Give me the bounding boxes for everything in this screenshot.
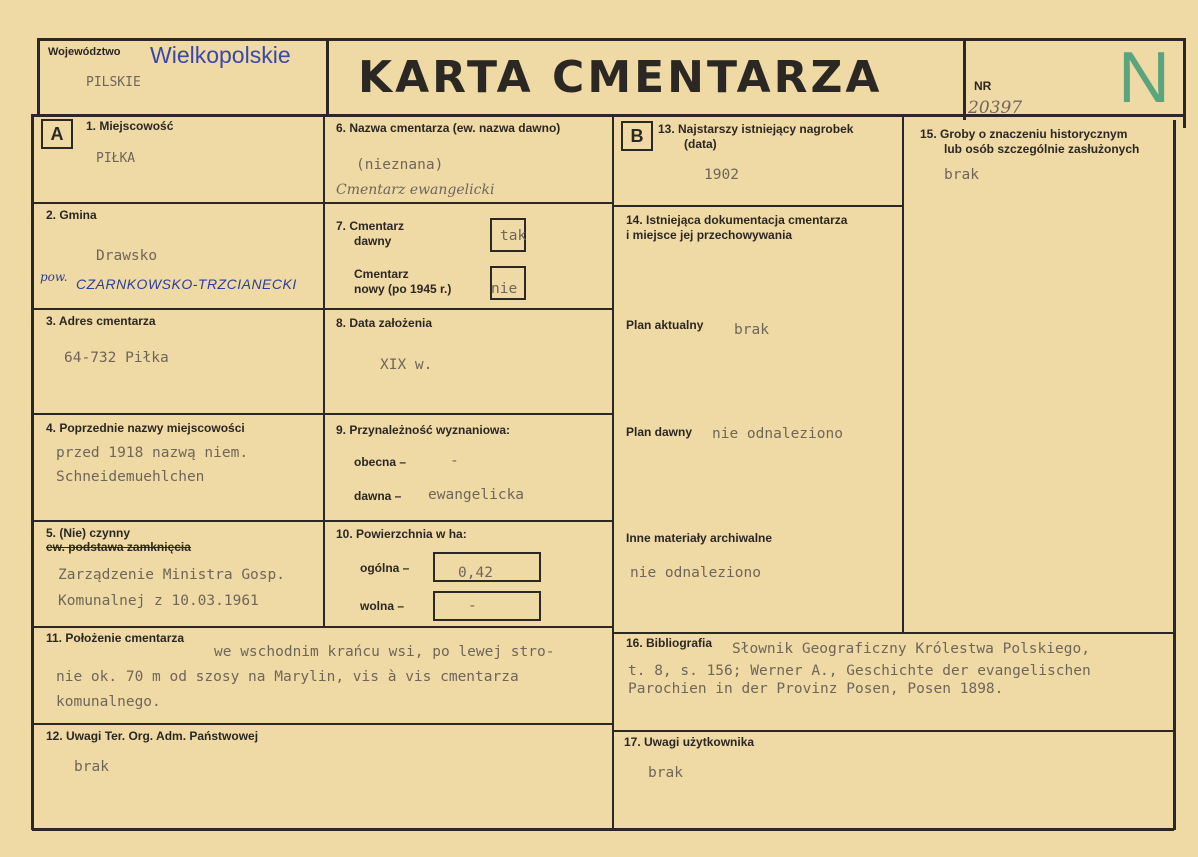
field-11-label: 11. Położenie cmentarza: [46, 631, 185, 645]
field-8-label: 8. Data założenia: [336, 316, 433, 330]
field-14-plan-dawny-value: nie odnaleziono: [712, 426, 843, 442]
row-line-a4: [33, 520, 613, 522]
frame-bottom: [32, 828, 1174, 831]
row-line-c1: [33, 723, 613, 725]
field-15-label-line2: lub osób szczególnie zasłużonych: [944, 142, 1140, 156]
field-12-label: 12. Uwagi Ter. Org. Adm. Państwowej: [46, 729, 259, 743]
field-14-plan-dawny-label: Plan dawny: [626, 425, 693, 439]
field-17-value: brak: [648, 765, 683, 781]
field-6-value-line1: (nieznana): [356, 157, 444, 173]
field-7-value-nowy: nie: [491, 281, 518, 297]
wojewodztwo-old: PILSKIE: [86, 75, 141, 90]
field-13-label-line1: 13. Najstarszy istniejący nagrobek: [658, 122, 854, 136]
field-14-label-line1: 14. Istniejąca dokumentacja cmentarza: [626, 213, 848, 227]
field-6-value-line2: Cmentarz ewangelicki: [336, 182, 495, 198]
field-7-label-nowy-2: nowy (po 1945 r.): [354, 282, 452, 296]
field-5-value-line2: Komunalnej z 10.03.1961: [58, 593, 259, 609]
field-10-label: 10. Powierzchnia w ha:: [336, 527, 467, 541]
field-13-value: 1902: [704, 167, 739, 183]
field-9-dawna-value: ewangelicka: [428, 487, 525, 503]
row-line-c2: [613, 730, 1175, 732]
field-7-label-nowy-1: Cmentarz: [354, 267, 409, 281]
field-2-value: Drawsko: [96, 248, 158, 264]
field-9-obecna-value: -: [450, 453, 459, 469]
row-line-b1: [613, 205, 903, 207]
field-4-value-line1: przed 1918 nazwą niem.: [56, 445, 249, 461]
row-line-a2: [33, 308, 613, 310]
field-5-label-line1: 5. (Nie) czynny: [46, 526, 131, 540]
field-10-ogolna-label: ogólna –: [360, 561, 410, 575]
field-14-label-line2: i miejsce jej przechowywania: [626, 228, 793, 242]
field-10-ogolna-value: 0,42: [458, 565, 493, 581]
header-divider-1: [326, 38, 329, 116]
field-17-label: 17. Uwagi użytkownika: [624, 735, 755, 749]
field-5-label-line2: ew. podstawa zamknięcia: [46, 540, 191, 554]
field-4-label: 4. Poprzednie nazwy miejscowości: [46, 421, 245, 435]
field-10-wolna-label: wolna –: [360, 599, 405, 613]
field-2-pow-value: CZARNKOWSKO-TRZCIANECKI: [76, 276, 297, 292]
row-line-a1: [33, 202, 613, 204]
row-line-a5: [33, 626, 613, 628]
field-12-value: brak: [74, 759, 109, 775]
field-7-value-dawny: tak: [500, 228, 527, 244]
field-8-value: XIX w.: [380, 357, 433, 373]
field-6-label: 6. Nazwa cmentarza (ew. nazwa dawno): [336, 121, 561, 135]
nr-label: NR: [974, 79, 992, 93]
field-11-value-line2: nie ok. 70 m od szosy na Marylin, vis à vis cmentarza: [56, 669, 519, 685]
field-4-value-line2: Schneidemuehlchen: [56, 469, 205, 485]
header-divider-2: [963, 40, 966, 120]
row-line-a3: [33, 413, 613, 415]
section-a-box: A: [41, 119, 73, 149]
stamp-letter: N: [1118, 38, 1170, 118]
field-9-obecna-label: obecna –: [354, 455, 407, 469]
field-14-inne-label: Inne materiały archiwalne: [626, 531, 773, 545]
field-11-value-line1: we wschodnim krańcu wsi, po lewej stro-: [214, 644, 555, 660]
field-9-label: 9. Przynależność wyznaniowa:: [336, 423, 511, 437]
field-1-label: 1. Miejscowość: [86, 119, 174, 133]
col-line-3: [902, 116, 904, 632]
field-2-label: 2. Gmina: [46, 208, 97, 222]
col-line-1: [323, 116, 325, 628]
frame-left-top: [37, 38, 40, 116]
field-15-label-line1: 15. Groby o znaczeniu historycznym: [920, 127, 1128, 141]
field-1-value: PIŁKA: [96, 151, 136, 166]
field-14-plan-aktualny-label: Plan aktualny: [626, 318, 704, 332]
field-9-dawna-label: dawna –: [354, 489, 402, 503]
wojewodztwo-value: Wielkopolskie: [150, 42, 291, 68]
frame-right: [1173, 120, 1176, 830]
field-10-wolna-box: [433, 591, 541, 621]
wojewodztwo-label: Województwo: [48, 46, 121, 58]
field-14-inne-value: nie odnaleziono: [630, 565, 761, 581]
row-line-b2: [613, 632, 1175, 634]
field-3-value: 64-732 Piłka: [64, 350, 169, 366]
section-b-box: B: [621, 121, 653, 151]
field-7-label-dawny-1: 7. Cmentarz: [336, 219, 405, 233]
field-3-label: 3. Adres cmentarza: [46, 314, 156, 328]
field-13-label-line2: (data): [684, 137, 717, 151]
field-2-pow-prefix: pow.: [40, 270, 68, 284]
col-line-2: [612, 116, 614, 828]
field-16-value-line3: Parochien in der Provinz Posen, Posen 1898.: [628, 681, 1004, 697]
field-14-plan-aktualny-value: brak: [734, 322, 769, 338]
page-title: KARTA CMENTARZA: [358, 52, 883, 103]
nr-value: 20397: [968, 98, 1023, 118]
field-11-value-line3: komunalnego.: [56, 694, 161, 710]
field-16-value-line1: Słownik Geograficzny Królestwa Polskiego,: [732, 641, 1090, 657]
field-16-label: 16. Bibliografia: [626, 636, 713, 650]
field-5-value-line1: Zarządzenie Ministra Gosp.: [58, 567, 285, 583]
field-10-wolna-value: -: [468, 598, 477, 614]
field-15-value: brak: [944, 167, 979, 183]
frame-top: [38, 38, 1186, 41]
field-7-label-dawny-2: dawny: [354, 234, 392, 248]
field-16-value-line2: t. 8, s. 156; Werner A., Geschichte der evangelischen: [628, 663, 1091, 679]
